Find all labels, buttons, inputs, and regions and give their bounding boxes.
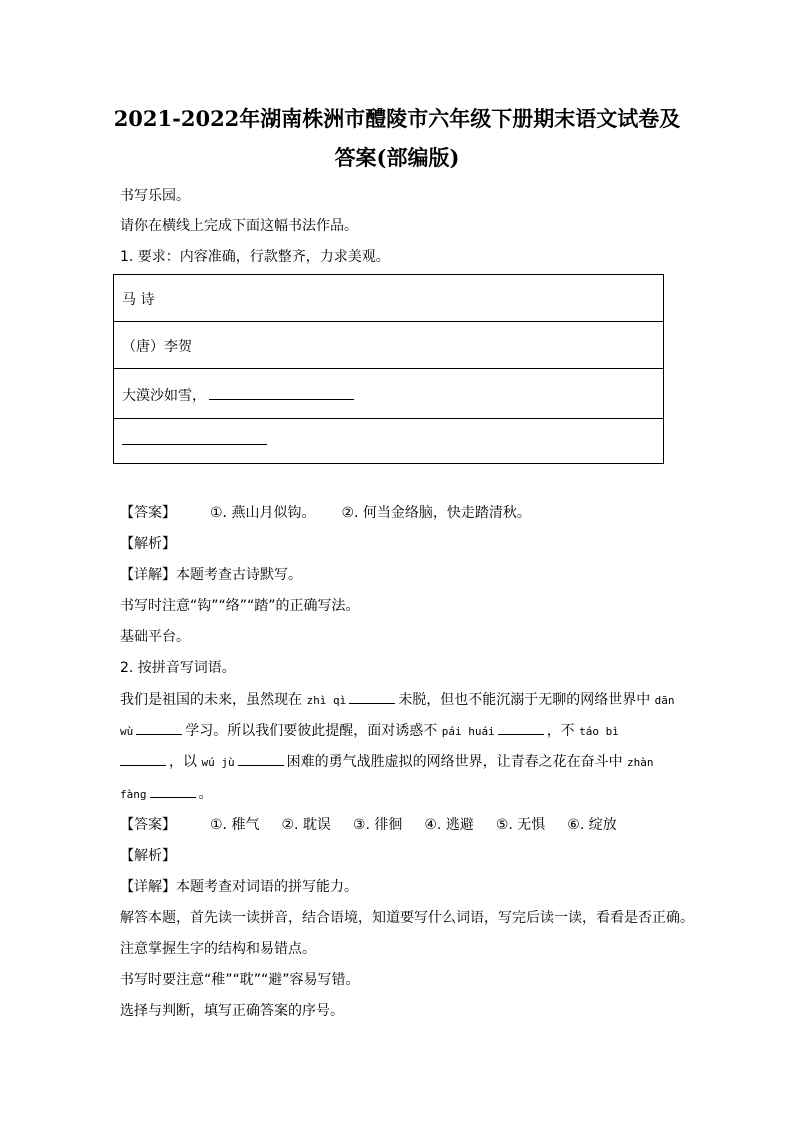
q1-answer: [120, 503, 531, 523]
question-2: 2. 按拼音写词语。: [120, 660, 236, 676]
answer-item: ①. 稚气: [210, 817, 260, 833]
doc-title-line-2: 答案(部编版): [334, 145, 460, 170]
q2-detail: 【详解】本题考查对词语的拼写能力。: [120, 879, 358, 895]
q2-text-segment: 学习。所以我们要彼此提醒，面对诱惑不: [185, 723, 438, 739]
pinyin-blank-2[interactable]: [136, 721, 182, 735]
q2-text-segment: ，以: [169, 754, 197, 770]
q2-analysis-label: 【解析】: [120, 848, 176, 864]
poem-line-2: [122, 431, 270, 449]
answer-blank-2[interactable]: [122, 431, 267, 445]
q2-text-segment: 我们是祖国的未来，虽然现在: [120, 692, 302, 708]
pinyin-taobi: táo bì: [579, 725, 619, 738]
q2-text-segment: 未脱，但也不能沉溺于无聊的网络世界中: [398, 692, 651, 708]
q2-answer: [120, 815, 617, 835]
q2-note: 书写时要注意“稚”“耽”“避”容易写错。: [120, 972, 360, 988]
answer-item: ④. 逃避: [424, 817, 474, 833]
q2-text-segment: ，不: [546, 723, 575, 739]
poem-row-title: [114, 275, 663, 322]
answer-blank-1[interactable]: [209, 386, 354, 400]
answer-item-2: ②. 何当金络脑，快走踏清秋。: [341, 505, 531, 521]
poem-row-line2: [114, 419, 663, 463]
section-intro: 书写乐园。: [120, 188, 190, 204]
q1-level: 基础平台。: [120, 629, 190, 645]
pinyin-zhiqi: zhì qì: [306, 694, 347, 707]
pinyin-blank-5[interactable]: [238, 752, 284, 766]
q1-detail: 【详解】本题考查古诗默写。: [120, 567, 302, 583]
poem-title: 马 诗: [122, 292, 155, 308]
answer-item: ③. 徘徊: [352, 817, 403, 833]
poem-row-author: [114, 322, 663, 369]
pinyin-blank-1[interactable]: [349, 690, 395, 704]
pinyin-paihuai: pái huái: [441, 725, 495, 738]
pinyin-wu: wù: [120, 725, 134, 738]
answer-label: 【答案】: [120, 505, 176, 521]
poem-row-line1: [114, 369, 663, 419]
pinyin-blank-3[interactable]: [498, 721, 544, 735]
q1-note: 书写时注意“钩”“络”“踏”的正确写法。: [120, 598, 360, 614]
answer-item: ⑥. 绽放: [567, 817, 617, 833]
pinyin-fang: fàng: [120, 788, 147, 801]
pinyin-zhan: zhàn: [627, 756, 654, 769]
q1-analysis-label: 【解析】: [120, 536, 176, 552]
q2-text-segment: 困难的勇气战胜虚拟的网络世界，让青春之花在奋斗中: [286, 754, 623, 770]
answer-item-1: ①. 燕山月似钩。: [210, 505, 316, 521]
answer-label: 【答案】: [120, 817, 176, 833]
q2-method: 解答本题，首先读一读拼音，结合语境，知道要写什么词语，写完后读一读，看看是否正确。: [120, 910, 694, 926]
pinyin-blank-4[interactable]: [120, 752, 166, 766]
q2-text-line-4: fàng 。: [120, 786, 213, 802]
pinyin-dan: dān: [654, 694, 675, 707]
poem-author: （唐）李贺: [122, 339, 192, 355]
poem-line-1: [122, 385, 357, 405]
doc-title-line-1: 2021-2022年湖南株洲市醴陵市六年级下册期末语文试卷及: [113, 106, 681, 131]
pinyin-blank-6[interactable]: [150, 784, 196, 798]
poem-line-1-text: 大漠沙如雪，: [122, 388, 206, 404]
q2-text-line-1: [120, 690, 675, 711]
instruction-text: 请你在横线上完成下面这幅书法作品。: [120, 218, 358, 234]
q2-text-line-2: [120, 721, 619, 742]
answer-item: ②. 耽误: [281, 817, 331, 833]
poem-table: [113, 274, 664, 464]
q2-tip: 注意掌握生字的结构和易错点。: [120, 941, 316, 957]
pinyin-wuju: wú jù: [201, 756, 235, 769]
question-1: 1. 要求：内容准确，行款整齐，力求美观。: [120, 249, 390, 265]
question-3: 选择与判断，填写正确答案的序号。: [120, 1003, 344, 1019]
answer-item: ⑤. 无惧: [495, 817, 546, 833]
q2-text-line-3: [120, 752, 654, 773]
